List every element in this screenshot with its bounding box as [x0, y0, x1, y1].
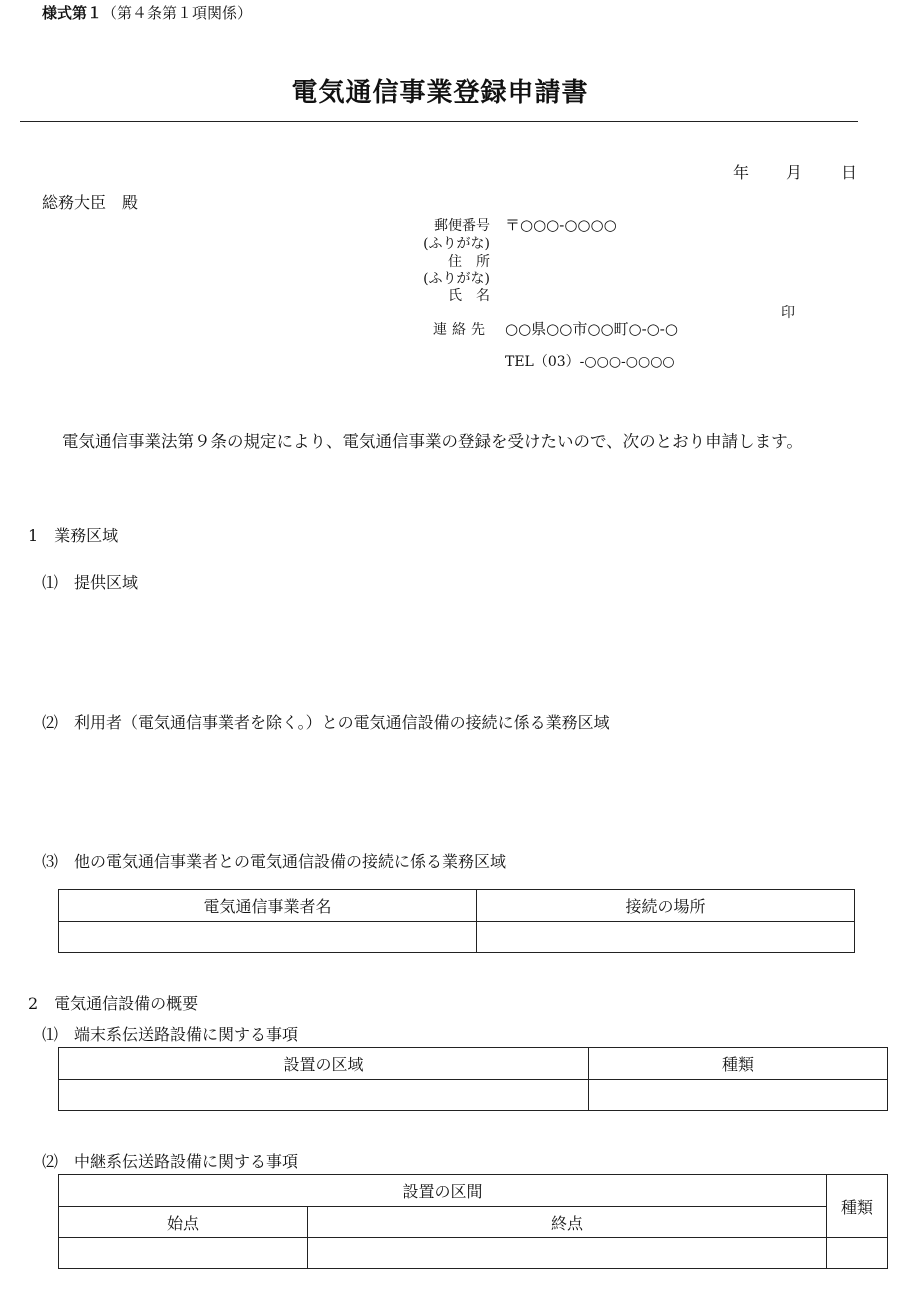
contact-tel: TEL（03）-○○○-○○○○	[505, 354, 675, 370]
section2-item2: ⑵ 中継系伝送路設備に関する事項	[42, 1152, 299, 1171]
relay-header-section: 設置の区間	[59, 1175, 827, 1207]
terminal-header-kind: 種類	[589, 1048, 888, 1080]
form-number-main: 様式第１	[42, 4, 103, 22]
relay-cell-kind[interactable]	[827, 1238, 888, 1269]
section1-item2: ⑵ 利用者（電気通信事業者を除く。）との電気通信設備の接続に係る業務区域	[42, 713, 610, 732]
date-year: 年	[733, 163, 750, 182]
page-title: 電気通信事業登録申請書	[291, 78, 589, 108]
section1-item1: ⑴ 提供区域	[42, 573, 139, 592]
contact-address: ○○県○○市○○町○-○-○	[505, 320, 678, 338]
section2-heading: 2 電気通信設備の概要	[28, 994, 199, 1013]
name-label: 氏 名	[448, 288, 490, 304]
terminal-line-table	[58, 1047, 888, 1111]
contact-label: 連絡先	[433, 322, 490, 338]
postal-value: 〒○○○-○○○○	[505, 216, 617, 234]
relay-line-table	[58, 1174, 888, 1269]
address-label: 住 所	[448, 254, 490, 270]
furigana-label-2: (ふりがな)	[423, 271, 490, 287]
relay-header-end: 終点	[308, 1207, 827, 1238]
date-day: 日	[841, 163, 858, 182]
connection-cell-carrier[interactable]	[59, 922, 477, 953]
terminal-cell-kind[interactable]	[589, 1080, 888, 1111]
section1-heading: 1 業務区域	[28, 526, 119, 545]
section2-item1: ⑴ 端末系伝送路設備に関する事項	[42, 1025, 299, 1044]
postal-label: 郵便番号	[434, 218, 490, 234]
seal-mark: 印	[781, 305, 795, 321]
connection-header-place: 接続の場所	[477, 890, 855, 922]
relay-header-kind: 種類	[827, 1175, 888, 1238]
date-month: 月	[786, 163, 803, 182]
terminal-cell-area[interactable]	[59, 1080, 589, 1111]
title-divider	[20, 121, 858, 122]
addressee: 総務大臣 殿	[42, 193, 139, 212]
relay-cell-start[interactable]	[59, 1238, 308, 1269]
section1-item3: ⑶ 他の電気通信事業者との電気通信設備の接続に係る業務区域	[42, 852, 507, 871]
connection-header-carrier: 電気通信事業者名	[59, 890, 477, 922]
form-number	[42, 2, 252, 23]
furigana-label-1: (ふりがな)	[423, 236, 490, 252]
terminal-header-area: 設置の区域	[59, 1048, 589, 1080]
relay-cell-end[interactable]	[308, 1238, 827, 1269]
connection-cell-place[interactable]	[477, 922, 855, 953]
relay-header-start: 始点	[59, 1207, 308, 1238]
connection-table	[58, 889, 855, 953]
form-number-ref: （第４条第１項関係）	[102, 4, 253, 22]
application-statement: 電気通信事業法第９条の規定により、電気通信事業の登録を受けたいので、次のとおり申請します。	[62, 432, 803, 451]
